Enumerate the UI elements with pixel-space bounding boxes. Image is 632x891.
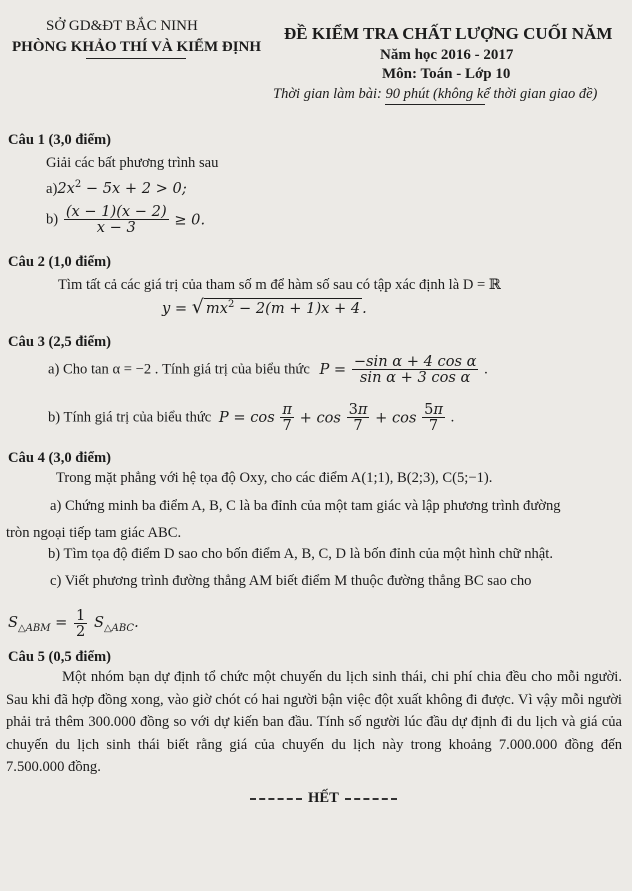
- q3-part-b: b) Tính giá trị của biểu thức P = cos $\frac{\pi}{7}$ + cos $\frac{3\pi}{7}$ + cos $\frac{5\pi}{7}$ .: [48, 401, 455, 435]
- q1-part-a: [46, 179, 187, 198]
- q4-c-condition: $S_{\triangle ABM}$ = $\frac{1}{2}$ $S_{\triangle ABC}$.: [8, 607, 139, 641]
- q1-b-label: b): [46, 211, 59, 228]
- q1-part-b: b) $\frac{(x - 1)(x - 2)}{x - 3}$ ≥ 0.: [46, 203, 206, 237]
- exam-title: ĐỀ KIỂM TRA CHẤT LƯỢNG CUỐI NĂM: [284, 24, 613, 43]
- q3-title: Câu 3 (2,5 điểm): [8, 334, 111, 350]
- q3-part-a: a) Cho tan α = −2 . Tính giá trị của biểu thức P = $\frac{\text{−sin α + 4 cos α}}{\text{sin α + 3 cos α}}$ .: [48, 353, 488, 387]
- q3-b-text: b) Tính giá trị của biểu thức: [48, 409, 212, 426]
- office-name: PHÒNG KHẢO THÍ VÀ KIỂM ĐỊNH: [12, 39, 262, 55]
- department-name: SỞ GD&ĐT BẮC NINH: [46, 18, 198, 34]
- q3-a-fraction: $\frac{\text{−sin α + 4 cos α}}{\text{sin α + 3 cos α}}$: [353, 353, 477, 387]
- q4-title: Câu 4 (3,0 điểm): [8, 450, 111, 466]
- q1-title: Câu 1 (3,0 điểm): [8, 132, 111, 148]
- end-mark: [244, 790, 403, 807]
- office-underline: [86, 58, 186, 59]
- end-mark-text: HẾT: [308, 790, 339, 806]
- q1-intro: Giải các bất phương trình sau: [46, 155, 219, 171]
- q5-title: Câu 5 (0,5 điểm): [8, 649, 111, 665]
- subject: Môn: Toán - Lớp 10: [382, 66, 511, 82]
- q1-b-fraction: $\frac{(x - 1)(x - 2)}{x - 3}$: [65, 203, 167, 237]
- q4-a-line1: a) Chứng minh ba điểm A, B, C là ba đỉnh của một tam giác và lập phương trình đường: [50, 498, 561, 514]
- q1-a-label: a): [46, 180, 58, 197]
- q2-title: Câu 2 (1,0 điểm): [8, 254, 111, 270]
- q4-b-text: b) Tìm tọa độ điểm D sao cho bốn điểm A, B, C, D là bốn đỉnh của một hình chữ nhật.: [48, 546, 553, 562]
- q3-a-text: a) Cho tan α = −2 . Tính giá trị của biểu thức: [48, 361, 310, 378]
- q2-function: y = √ $mx^2 - 2(m + 1)x + 4$ .: [162, 296, 367, 318]
- time-underline: [385, 104, 485, 105]
- q2-text: Tìm tất cả các giá trị của tham số m để hàm số sau có tập xác định là D = ℝ: [58, 277, 502, 293]
- school-year: Năm học 2016 - 2017: [380, 47, 514, 63]
- q4-a-line2: tròn ngoại tiếp tam giác ABC.: [6, 525, 182, 541]
- q1-a-formula: $2x^2 - 5x + 2 > 0$;: [57, 179, 187, 197]
- q4-c-line1: c) Viết phương trình đường thẳng AM biết điểm M thuộc đường thẳng BC sao cho: [50, 573, 532, 589]
- q4-intro: Trong mặt phẳng với hệ tọa độ Oxy, cho các điểm A(1;1), B(2;3), C(5;−1).: [56, 470, 493, 486]
- q5-text: Một nhóm bạn dự định tổ chức một chuyến du lịch sinh thái, chi phí chia đều cho mỗi người. Sau khi đã hợp đồng xong, vào giờ chót có hai người bận việc đột xuất không đi được. Vì vậy mỗi người phải trả thêm 300.000 đồng so với dự kiến ban đầu. Tính số người lúc đầu dự định đi du lịch và giá của chuyến du lịch sinh thái biết rằng giá của chuyến du lịch này trong khoảng 7.000.000 đồng đến 7.500.000 đồng.: [6, 669, 622, 775]
- time-limit: Thời gian làm bài: 90 phút (không kể thời gian giao đề): [273, 86, 598, 102]
